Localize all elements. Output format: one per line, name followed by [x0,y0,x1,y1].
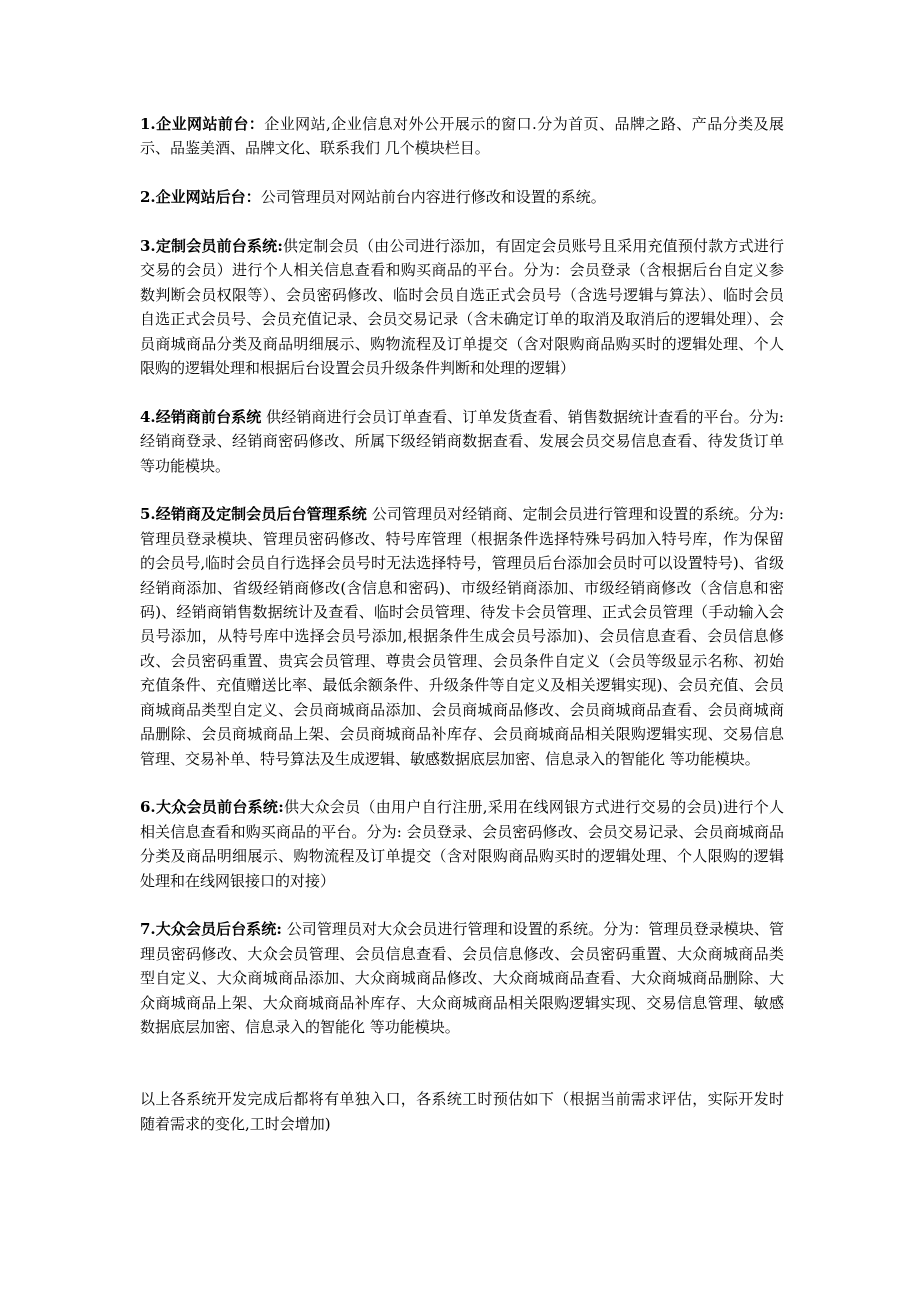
section-number: 6. [140,798,156,817]
section-body: 供大众会员（由用户自行注册,采用在线网银方式进行交易的会员)进行个人相关信息查看和购买商品的平台。分为: 会员登录、会员密码修改、会员交易记录、会员商城商品分类及商品明细展示、购物流程及订单提交（含对限购商品购买时的逻辑处理、个人限购的逻辑处理和在线网银接口的对接） [140,798,785,890]
section-body: 供经销商进行会员订单查看、订单发货查看、销售数据统计查看的平台。分为:经销商登录、经销商密码修改、所属下级经销商数据查看、发展会员交易信息查看、待发货订单 等功能模块。 [140,407,784,475]
section-body: 供定制会员（由公司进行添加，有固定会员账号且采用充值预付款方式进行交易的会员）进行个人相关信息查看和购买商品的平台。分为：会员登录（含根据后台自定义参数判断会员权限等）、会员密码修改、临时会员自选正式会员号（含选号逻辑与算法）、临时会员自选正式会员号、会员充值记录、会员交易记录（含未确定订单的取消及取消后的逻辑处理）、会员商城商品分类及商品明细展示、购物流程及订单提交（含对限购商品购买时的逻辑处理、个人限购的逻辑处理和根据后台设置会员升级条件判断和处理的逻辑） [140,237,784,378]
section-number: 4. [140,407,156,426]
section-2 [140,185,784,209]
section-title: 经销商及定制会员后台管理系统 [155,505,367,524]
section-number: 7. [140,920,156,939]
section-title: 企业网站后台： [155,188,261,207]
section-body: 公司管理员对大众会员进行管理和设置的系统。分为：管理员登录模块、管理员密码修改、大众会员管理、会员信息查看、会员信息修改、会员密码重置、大众商城商品类型自定义、大众商城商品添加、大众商城商品修改、大众商城商品查看、大众商城商品删除、大众商城商品上架、大众商城商品补库存、大众商城商品相关限购逻辑实现、交易信息管理、敏感数据底层加密、信息录入的智能化 等功能模块。 [140,920,784,1036]
section-title: 大众会员前台系统: [155,798,284,817]
section-title: 定制会员前台系统: [155,237,283,255]
section-title: 经销商前台系统 [155,407,262,426]
section-3 [140,234,784,380]
section-1 [140,112,784,161]
section-6 [140,795,784,893]
section-number: 2. [140,188,156,207]
section-title: 大众会员后台系统: [155,920,282,939]
section-body: 公司管理员对经销商、定制会员进行管理和设置的系统。分为: 管理员登录模块、管理员密码修改、特号库管理（根据条件选择特殊号码加入特号库，作为保留的会员号,临时会员自行选择会员号时无法选择特号，管理员后台添加会员时可以设置特号)、省级经销商添加、省级经销商修改(含信息和密码)、市级经销商添加、市级经销商修改（含信息和密码)、经销商销售数据统计及查看、临时会员管理、待发卡会员管理、正式会员管理（手动输入会员号添加，从特号库中选择会员号添加,根据条件生成会员号添加)、会员信息查看、会员信息修改、会员密码重置、贵宾会员管理、尊贵会员管理、会员条件自定义（会员等级显示名称、初始充值条件、充值赠送比率、最低余额条件、升级条件等自定义及相关逻辑实现)、会员充值、会员商城商品类型自定义、会员商城商品添加、会员商城商品修改、会员商城商品查看、会员商城商品删除、会员商城商品上架、会员商城商品补库存、会员商城商品相关限购逻辑实现、交易信息管理、交易补单、特号算法及生成逻辑、敏感数据底层加密、信息录入的智能化 等功能模块。 [140,505,784,768]
section-number: 1. [140,115,156,133]
section-5 [140,502,784,770]
section-body: 公司管理员对网站前台内容进行修改和设置的系统。 [260,188,606,207]
section-title: 企业网站前台： [155,115,265,133]
section-number: 3. [140,237,156,255]
section-body: 企业网站,企业信息对外公开展示的窗口.分为首页、品牌之路、产品分类及展示、品鉴美酒、品牌文化、联系我们 几个模块栏目。 [140,115,784,158]
closing-paragraph: 以上各系统开发完成后都将有单独入口，各系统工时预估如下（根据当前需求评估，实际开发时随着需求的变化,工时会增加) [140,1090,784,1133]
section-number: 5. [140,505,156,524]
section-7 [140,917,784,1039]
document-content [140,112,784,1161]
section-4 [140,405,784,478]
